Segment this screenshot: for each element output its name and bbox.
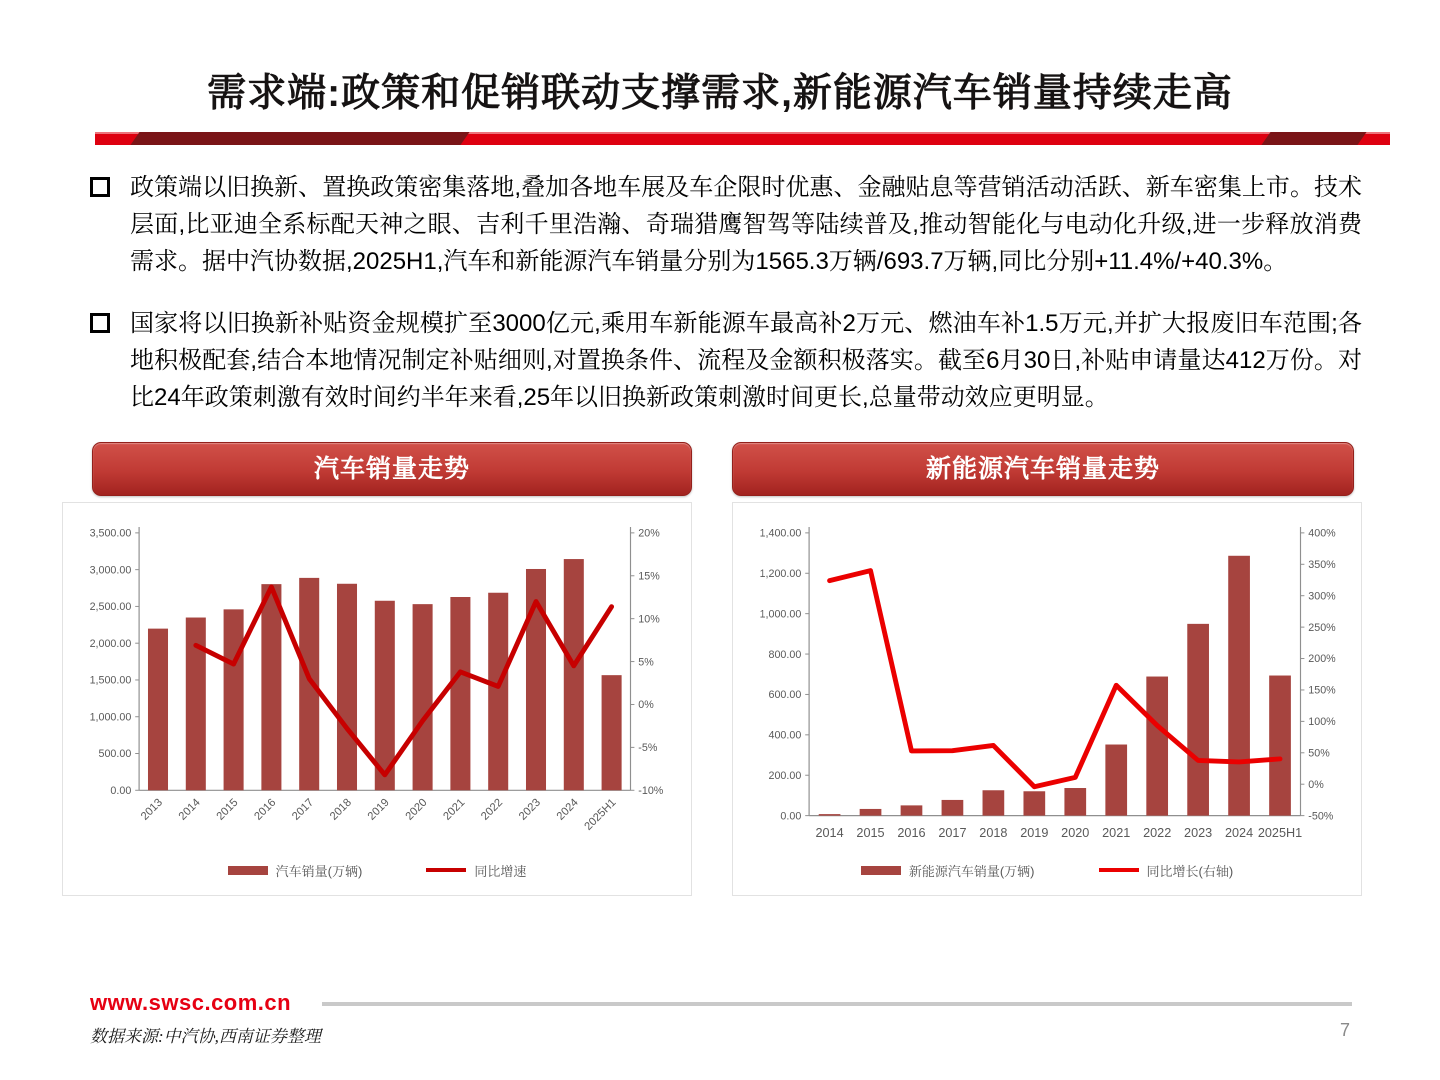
right-axis-label: 5%: [638, 656, 654, 669]
legend-label: 新能源汽车销量(万辆): [908, 863, 1035, 879]
right-axis-label: -50%: [1308, 810, 1334, 823]
legend-label: 同比增长(右轴): [1146, 863, 1234, 879]
auto-sales-chart-box: [62, 502, 692, 896]
x-axis-label: 2015: [856, 826, 885, 841]
bullet-text-1: 政策端以旧换新、置换政策密集落地,叠加各地车展及车企限时优惠、金融贴息等营销活动活跃、新车密集上市。技术层面,比亚迪全系标配天神之眼、吉利千里浩瀚、奇瑞猎鹰智驾等陆续普及,推动智能化与电动化升级,进一步释放消费需求。据中汽协数据,2025H1,汽车和新能源汽车销量分别为1565.3万辆/693.7万辆,同比分别+11.4%/+40.3%。: [130, 174, 1362, 275]
bar-2016: [261, 584, 281, 790]
bar-2015: [860, 809, 882, 816]
nev-sales-panel: [732, 442, 1362, 896]
nev-sales-chart-box: [732, 502, 1362, 896]
bar-2019: [1023, 791, 1045, 815]
legend-label: 同比增速: [474, 863, 527, 879]
bar-2023: [1187, 624, 1209, 816]
right-axis-label: -10%: [638, 784, 664, 797]
bar-2017: [942, 800, 964, 816]
right-axis-label: -5%: [638, 742, 658, 755]
bar-2014: [819, 814, 841, 816]
left-axis-label: 3,000.00: [89, 564, 132, 577]
x-axis-label: 2016: [252, 796, 279, 823]
x-axis-label: 2020: [403, 796, 430, 823]
bar-2020: [1064, 788, 1086, 816]
bar-2018: [983, 790, 1005, 815]
right-axis-label: 50%: [1308, 747, 1330, 760]
x-axis-label: 2013: [138, 796, 165, 823]
right-axis-label: 15%: [638, 570, 660, 583]
x-axis-label: 2017: [938, 826, 967, 841]
x-axis-label: 2021: [441, 796, 468, 823]
line-legend-swatch: [1099, 868, 1139, 872]
left-axis-label: 200.00: [768, 769, 802, 782]
x-axis-label: 2023: [1184, 826, 1213, 841]
x-axis-label: 2017: [290, 796, 317, 823]
bar-2015: [224, 609, 244, 790]
left-axis-label: 1,000.00: [89, 711, 132, 724]
left-axis-label: 800.00: [768, 648, 802, 661]
bar-2021: [1105, 745, 1127, 816]
left-axis-label: 1,200.00: [759, 567, 802, 580]
x-axis-label: 2019: [1020, 826, 1049, 841]
x-axis-label: 2014: [176, 796, 203, 823]
nev-sales-legend: [735, 857, 1359, 883]
left-axis-label: 3,500.00: [89, 527, 132, 540]
right-axis-label: 0%: [1308, 778, 1324, 791]
right-axis-label: 20%: [638, 527, 660, 540]
bar-2016: [901, 805, 923, 815]
auto-sales-chart: [65, 515, 689, 853]
bar-2013: [148, 629, 168, 791]
x-axis-label: 2014: [815, 826, 844, 841]
bar-2018: [337, 584, 357, 791]
right-axis-label: 150%: [1308, 684, 1336, 697]
left-axis-label: 400.00: [768, 729, 802, 742]
chart-title-auto-sales: 汽车销量走势: [92, 442, 692, 496]
data-source-note: 数据来源:中汽协,西南证券整理: [90, 1027, 321, 1046]
x-axis-label: 2018: [327, 796, 354, 823]
left-axis-label: 500.00: [98, 748, 132, 761]
legend-item: [1099, 861, 1234, 880]
right-axis-label: 200%: [1308, 653, 1336, 666]
page-title: 需求端:政策和促销联动支撑需求,新能源汽车销量持续走高: [207, 72, 1233, 115]
x-axis-label: 2023: [516, 796, 543, 823]
charts-row: [62, 442, 1362, 896]
square-bullet-icon: [90, 177, 110, 197]
bullet-text-2: 国家将以旧换新补贴资金规模扩至3000亿元,乘用车新能源车最高补2万元、燃油车补1.5万元,并扩大报废旧车范围;各地积极配套,结合本地情况制定补贴细则,对置换条件、流程及金额积极落实。截至6月30日,补贴申请量达412万份。对比24年政策刺激有效时间约半年来看,25年以旧换新政策刺激时间更长,总量带动效应更明显。: [130, 310, 1362, 411]
footer-divider-line: [322, 1002, 1352, 1006]
right-axis-label: 100%: [1308, 716, 1336, 729]
bar-2024: [564, 559, 584, 790]
right-axis-label: 250%: [1308, 621, 1336, 634]
x-axis-label: 2022: [479, 796, 506, 823]
square-bullet-icon: [90, 313, 110, 333]
bar-2022: [1146, 677, 1168, 816]
bar-legend-swatch: [861, 866, 901, 875]
x-axis-label: 2022: [1143, 826, 1172, 841]
page-number: 7: [1339, 1020, 1350, 1040]
x-axis-label: 2025H1: [1257, 826, 1303, 841]
x-axis-label: 2025H1: [582, 796, 619, 833]
bar-2024: [1228, 556, 1250, 816]
right-axis-label: 400%: [1308, 527, 1336, 540]
left-axis-label: 600.00: [768, 689, 802, 702]
bar-2025H1: [602, 675, 622, 790]
bar-2020: [413, 604, 433, 790]
legend-item: [228, 861, 363, 880]
x-axis-label: 2024: [554, 796, 581, 823]
left-axis-label: 1,400.00: [759, 527, 802, 540]
left-axis-label: 1,000.00: [759, 608, 802, 621]
auto-sales-panel: [62, 442, 692, 896]
auto-sales-legend: [65, 857, 689, 883]
website-link[interactable]: www.swsc.com.cn: [90, 990, 292, 1015]
right-axis-label: 350%: [1308, 558, 1336, 571]
x-axis-label: 2021: [1102, 826, 1131, 841]
growth-line: [830, 571, 1280, 787]
left-axis-label: 1,500.00: [89, 674, 132, 687]
title-bar-dark-segment-right: [1261, 132, 1366, 145]
bar-2025H1: [1269, 676, 1291, 816]
legend-item: [426, 861, 526, 880]
bar-legend-swatch: [228, 866, 268, 875]
bar-2021: [450, 597, 470, 790]
x-axis-label: 2024: [1224, 826, 1254, 841]
bar-2022: [488, 593, 508, 791]
x-axis-label: 2018: [979, 826, 1008, 841]
title-bar-dark-segment-left: [130, 132, 469, 145]
line-legend-swatch: [426, 868, 466, 872]
right-axis-label: 300%: [1308, 590, 1336, 603]
title-divider-bar: [95, 132, 1390, 145]
left-axis-label: 0.00: [780, 810, 802, 823]
legend-item: [861, 861, 1035, 880]
left-axis-label: 2,500.00: [89, 601, 132, 614]
left-axis-label: 2,000.00: [89, 637, 132, 650]
right-axis-label: 0%: [638, 699, 654, 712]
x-axis-label: 2015: [214, 796, 241, 823]
bullet-list: [90, 169, 1362, 416]
growth-line: [196, 587, 612, 775]
left-axis-label: 0.00: [110, 784, 132, 797]
nev-sales-chart: [735, 515, 1359, 853]
bullet-item-2: [90, 305, 1362, 416]
x-axis-label: 2020: [1061, 826, 1090, 841]
right-axis-label: 10%: [638, 613, 660, 626]
x-axis-label: 2019: [365, 796, 392, 823]
legend-label: 汽车销量(万辆): [275, 863, 363, 879]
chart-title-nev-sales: 新能源汽车销量走势: [732, 442, 1354, 496]
bullet-item-1: [90, 169, 1362, 280]
x-axis-label: 2016: [897, 826, 926, 841]
